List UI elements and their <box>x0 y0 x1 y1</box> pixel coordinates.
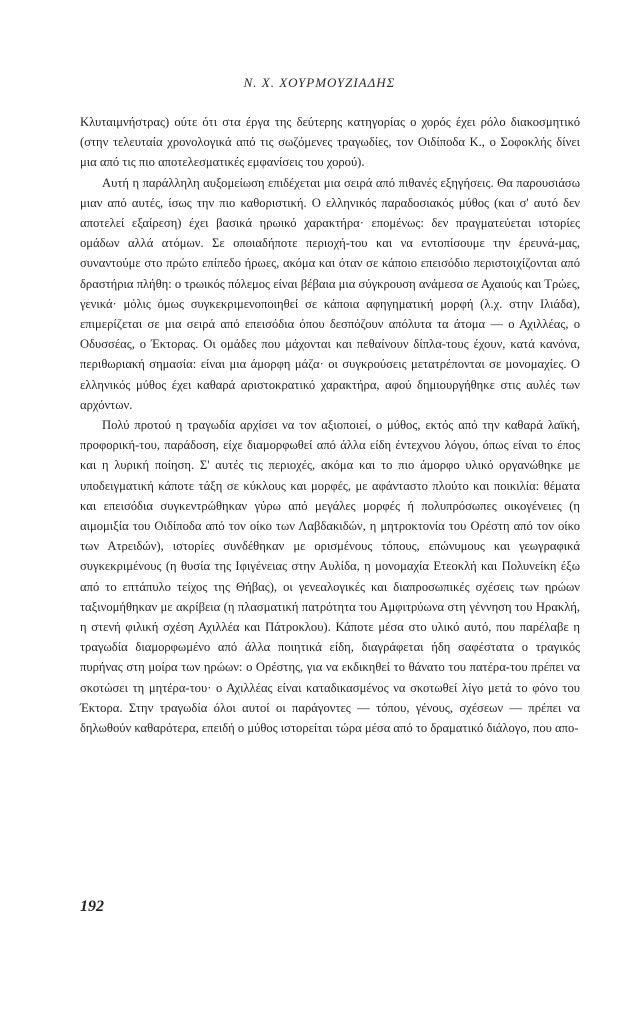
paragraph-2: Αυτή η παράλληλη αυξομείωση επιδέχεται μια σειρά από πιθανές εξηγήσεις. Θα παρουσιάσω μιαν από αυτές, ίσως την πιο καθοριστική. Ο ελληνικός παραδοσιακός μύθος (και σ' αυτό δεν αποτελεί εξαίρεση) έχει βασικά ηρωικό χαρακτήρα· επομένως: δεν πραγματεύεται ιστορίες ομάδων αλλά ατόμων. Σε οποιαδήποτε περιοχή-του και να εντοπίσουμε την έρευνά-μας, συναντούμε στο πρώτο επίπεδο ήρωες, ακόμα και όταν σε κάποιο επεισόδιο περιστοιχίζονται από δραστήρια πλήθη: ο τρωικός πόλεμος είναι βέβαια μια σύγκρουση ανάμεσα σε Αχαιούς και Τρώες, γενικά· μόλις όμως συγκεκριμενοποιηθεί σε κάποια αφηγηματική μορφή (λ.χ. στην Ιλιάδα), επιμερίζεται σε μια σειρά από επεισόδια όπου δεσπόζουν απόλυτα τα άτομα — ο Αχιλλέας, ο Οδυσσέας, ο Έκτορας. Οι ομάδες που μάχονται και πεθαίνουν δίπλα-τους έχουν, κατά κανόνα, περιθωριακή σημασία: είναι μια άμορφη μάζα· οι συγκρούσεις μετατρέπονται σε μονομαχίες. Ο ελληνικός μύθος έχει καθαρά αριστοκρατικό χαρακτήρα, αφού δημιουργήθηκε στις αυλές των αρχόντων. <box>80 175 580 412</box>
paragraph-1: Κλυταιμνήστρας) ούτε ότι στα έργα της δεύτερης κατηγορίας ο χορός έχει ρόλο διακοσμητικό (στην τελευταία χρονολογικά από τις σωζόμενες τραγωδίες, τον Οιδίποδα Κ., ο Σοφοκλής δίνει μια από τις πιο αποτελεσματικές εμφανίσεις του χορού). <box>80 115 580 170</box>
page-number: 192 <box>80 898 104 915</box>
running-head-title: Ν. Χ. ΧΟΥΡΜΟΥΖΙΑΔΗΣ <box>243 75 396 90</box>
paragraph-3: Πολύ προτού η τραγωδία αρχίσει να τον αξιοποιεί, ο μύθος, εκτός από την καθαρά λαϊκή, προφορική-του, παράδοση, είχε διαμορφωθεί από άλλα είδη έντεχνου λόγου, όπως είναι το έπος και η λυρική ποίηση. Σ' αυτές τις περιοχές, ακόμα και το πιο άμορφο υλικό οργανώθηκε με υποδειγματική κάποτε τάξη σε κύκλους και μορφές, με αφάνταστο πλούτο και ποικιλία: θέματα και επεισόδια συγκεντρώθηκαν γύρω από μεγάλες μορφές ή πολυπρόσωπες οικογένειες (η αιμομιξία του Οιδίποδα από τον οίκο των Λαβδακιδών, η μητροκτονία του Ορέστη από τον οίκο των Ατρειδών), ιστορίες συνδέθηκαν με ορισμένους τόπους, επώνυμους και γεωγραφικά συγκεκριμένους (η θυσία της Ιφιγένειας στην Αυλίδα, η μονομαχία Ετεοκλή και Πολυνείκη έξω από το επτάπυλο τείχος της Θήβας), οι γενεαλογικές και διαπροσωπικές σχέσεις των ηρώων ταξινομήθηκαν με ακρίβεια (η πλασματική πατρότητα του Αμφιτρύωνα στη γέννηση του Ηρακλή, η στενή φιλική σχέση Αχιλλέα και Πάτροκλου). Κάποτε μέσα στο υλικό αυτό, που παρέλαβε η τραγωδία διαμορφωμένο από άλλα ποιητικά είδη, διαγράφεται ήδη σαφέστατα ο τραγικός πυρήνας στη μοίρα των ηρώων: ο Ορέστης, για να εκδικηθεί το θάνατο του πατέρα-του πρέπει να σκοτώσει τη μητέρα-του· ο Αχιλλέας είναι καταδικασμένος να σκοτωθεί λίγο μετά το φόνο του Έκτορα. Στην τραγωδία όλοι αυτοί οι παράγοντες — τόπου, γένους, σχέσεων — πρέπει να δηλωθούν καθαρότερα, επειδή ο μύθος ιστορείται τώρα μέσα από το δραματικό διάλογο, που απο- <box>80 418 580 736</box>
body-text <box>80 112 580 738</box>
